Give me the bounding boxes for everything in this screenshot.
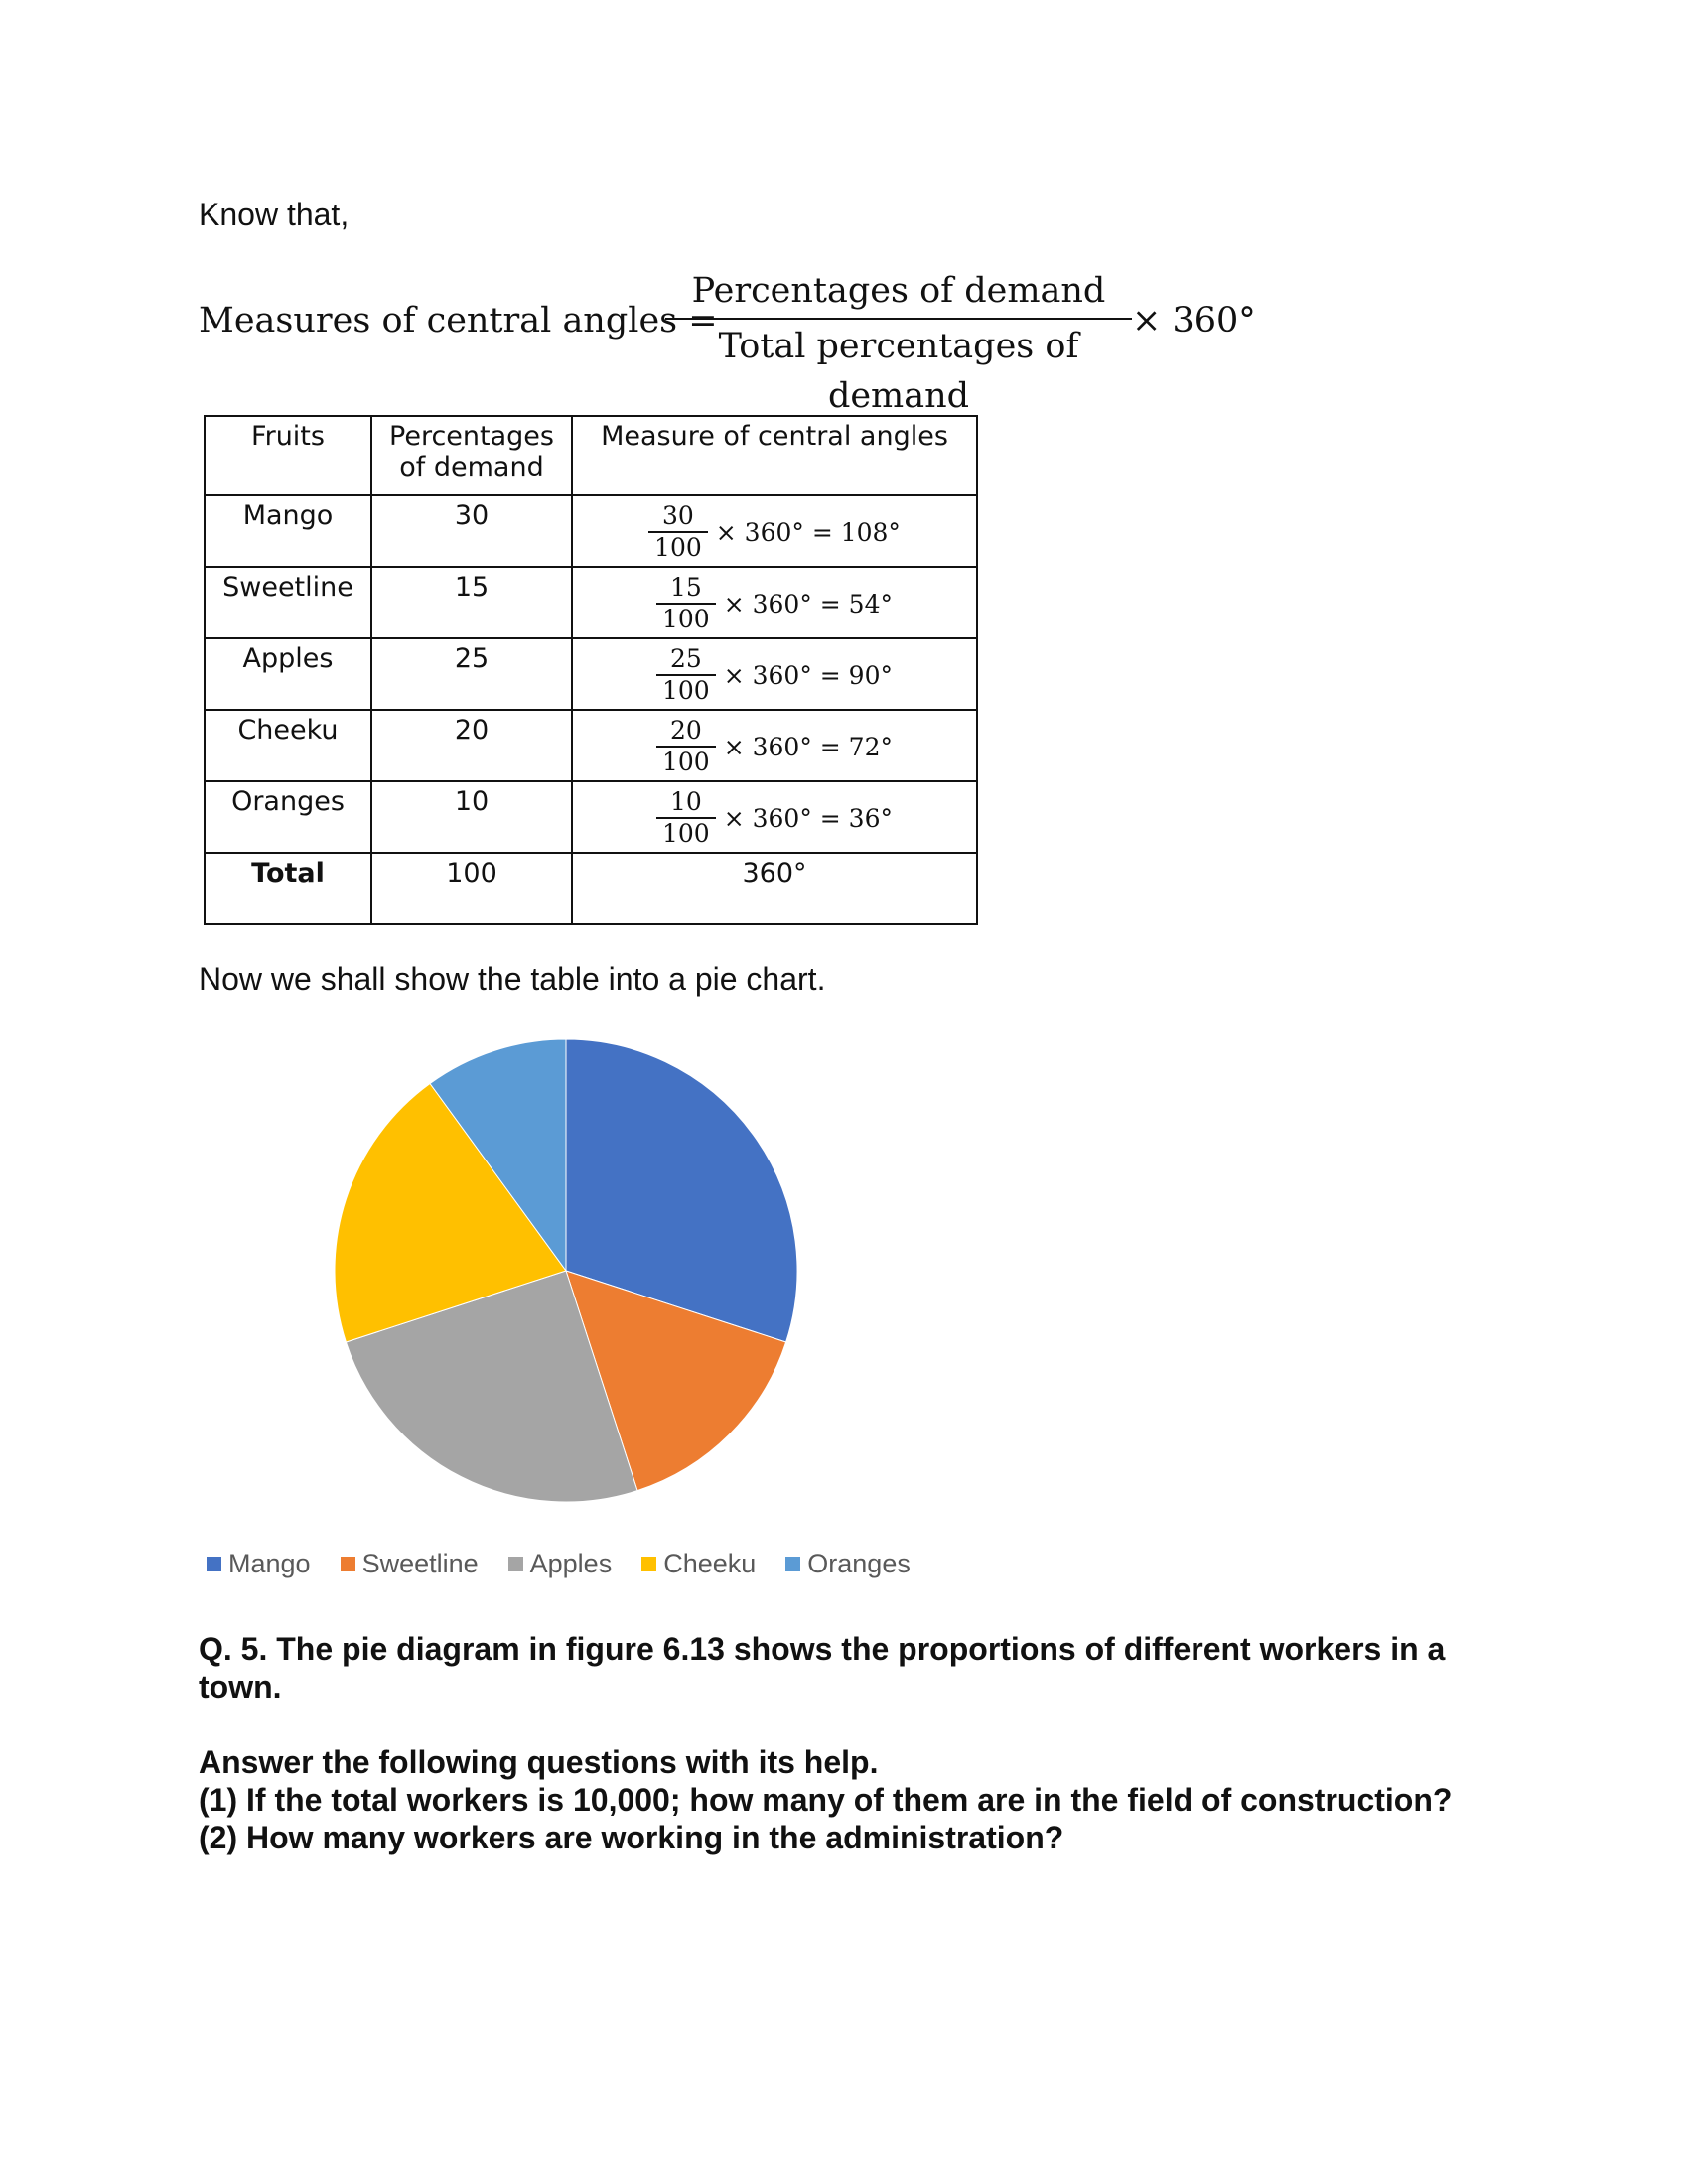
formula-denominator: Total percentages of demand [718, 327, 1079, 416]
percent-cell: 15 [371, 567, 572, 638]
angle-cell [572, 781, 977, 853]
legend-swatch [785, 1557, 800, 1571]
table-row [205, 495, 977, 567]
legend-label: Oranges [807, 1548, 911, 1578]
table-row [205, 638, 977, 710]
formula-fraction [665, 266, 1132, 416]
calc-result: × 360° = 90° [723, 660, 893, 690]
percent-cell: 30 [371, 495, 572, 567]
table-row [205, 567, 977, 638]
calc-numerator: 15 [669, 573, 702, 602]
legend-swatch [641, 1557, 656, 1571]
fruit-cell: Oranges [205, 781, 371, 853]
header-fruits: Fruits [205, 416, 371, 495]
calc-denominator: 100 [656, 817, 716, 849]
calc-numerator: 10 [669, 787, 702, 816]
angle-cell [572, 710, 977, 781]
question-5: Q. 5. The pie diagram in figure 6.13 shows the proportions of different workers in a town. [199, 1631, 1446, 1705]
calc-numerator: 30 [662, 501, 694, 530]
header-central-angles: Measure of central angles [572, 416, 977, 495]
calc-result: × 360° = 36° [723, 803, 893, 833]
angle-cell [572, 638, 977, 710]
angle-cell [572, 567, 977, 638]
angle-cell [572, 495, 977, 567]
legend-item-sweetline [341, 1549, 479, 1579]
pie-chart [328, 1032, 804, 1509]
table-row [205, 710, 977, 781]
table-header-row [205, 416, 977, 495]
calc-result: × 360° = 54° [723, 589, 893, 618]
total-angle: 360° [572, 853, 977, 924]
legend-label: Apples [529, 1548, 613, 1578]
answer-intro: Answer the following questions with its help. [199, 1744, 879, 1780]
legend-label: Mango [228, 1548, 311, 1578]
total-percent: 100 [371, 853, 572, 924]
calc-denominator: 100 [656, 674, 716, 706]
legend-swatch [508, 1557, 523, 1571]
legend-swatch [207, 1557, 221, 1571]
calc-denominator: 100 [656, 746, 716, 777]
calc-result: × 360° = 108° [715, 517, 901, 547]
legend-item-apples [508, 1549, 613, 1579]
intro-text: Know that, [199, 197, 350, 232]
fruit-cell: Apples [205, 638, 371, 710]
legend-swatch [341, 1557, 355, 1571]
calc-result: × 360° = 72° [723, 732, 893, 761]
percent-cell: 25 [371, 638, 572, 710]
fruit-cell: Cheeku [205, 710, 371, 781]
pie-intro-text: Now we shall show the table into a pie chart. [199, 961, 826, 997]
fruit-cell: Sweetline [205, 567, 371, 638]
question-part-1: (1) If the total workers is 10,000; how many of them are in the field of construction? [199, 1782, 1453, 1818]
formula-rhs: × 360° [1132, 301, 1256, 341]
percent-cell: 20 [371, 710, 572, 781]
calc-denominator: 100 [648, 531, 708, 563]
calc-numerator: 25 [669, 644, 702, 673]
table-row [205, 781, 977, 853]
percent-cell: 10 [371, 781, 572, 853]
central-angle-formula [199, 266, 1291, 416]
pie-legend [207, 1544, 940, 1583]
question-parts [199, 1743, 1489, 1856]
legend-item-cheeku [641, 1549, 756, 1579]
total-label: Total [205, 853, 371, 924]
legend-label: Cheeku [663, 1548, 757, 1578]
legend-item-mango [207, 1549, 311, 1579]
fruit-demand-table [204, 415, 978, 925]
formula-lhs: Measures of central angles = [199, 301, 718, 341]
formula-numerator: Percentages of demand [691, 271, 1106, 311]
question-part-2: (2) How many workers are working in the administration? [199, 1820, 1064, 1855]
fraction-bar [665, 318, 1132, 320]
calc-denominator: 100 [656, 603, 716, 634]
table-total-row [205, 853, 977, 924]
fruit-cell: Mango [205, 495, 371, 567]
calc-numerator: 20 [669, 716, 702, 745]
legend-item-oranges [785, 1549, 911, 1579]
legend-label: Sweetline [361, 1548, 479, 1578]
header-percentages: Percentages of demand [371, 416, 572, 495]
